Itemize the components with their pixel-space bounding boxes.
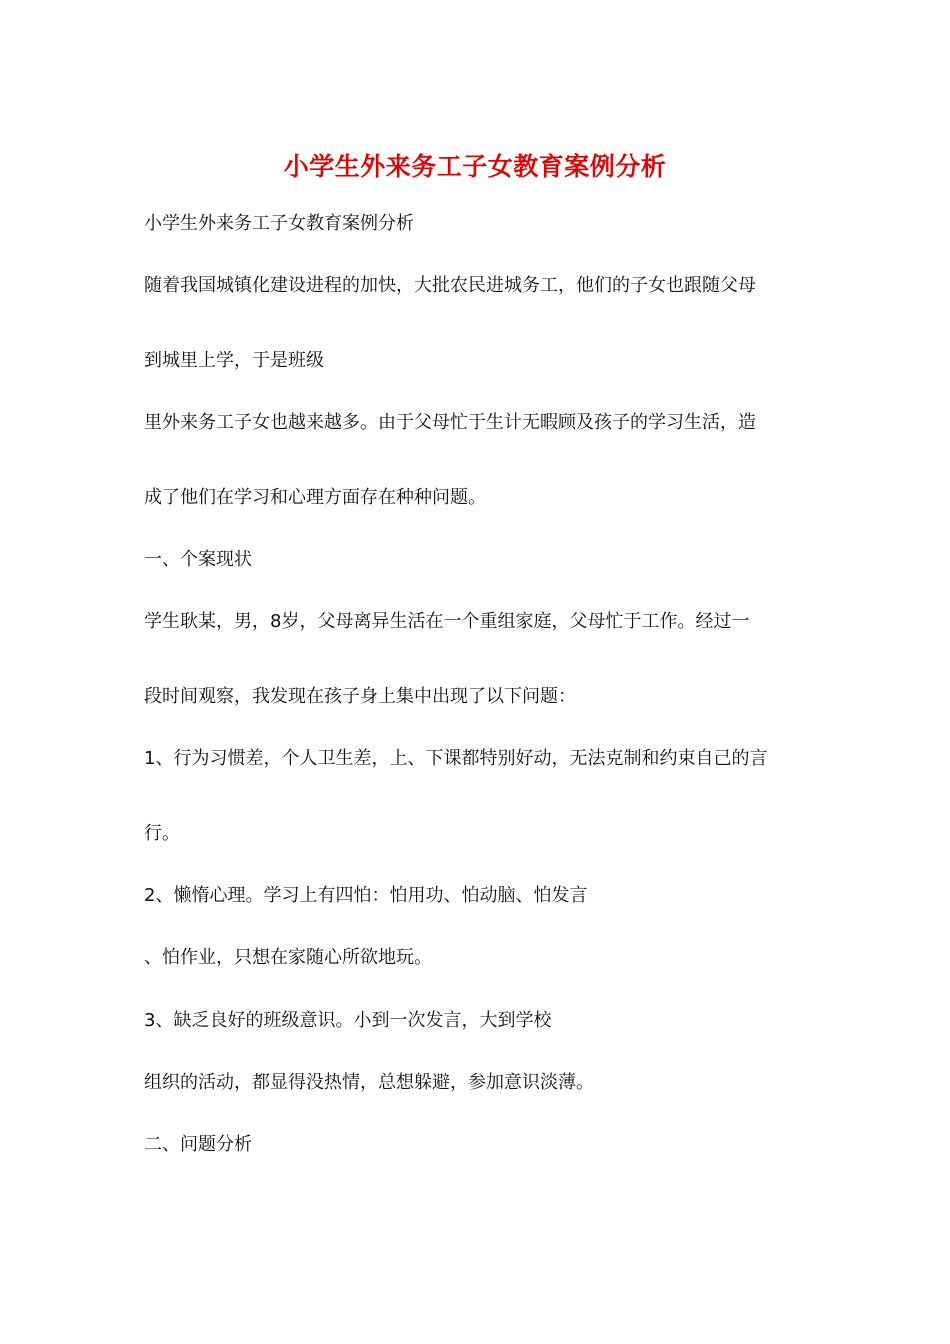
paragraph-line-7: 段时间观察，我发现在孩子身上集中出现了以下问题： (144, 686, 576, 707)
paragraph-line-1: 随着我国城镇化建设进程的加快，大批农民进城务工，他们的子女也跟随父母 (144, 275, 756, 296)
list-item-1-line-1: 1、行为习惯差，个人卫生差，上、下课都特别好动，无法克制和约束自己的言 (144, 748, 768, 769)
list-item-2-line-2: 、怕作业，只想在家随心所欲地玩。 (144, 947, 432, 968)
document-title: 小学生外来务工子女教育案例分析 (283, 152, 667, 181)
paragraph-line-4: 成了他们在学习和心理方面存在种种问题。 (144, 487, 486, 508)
section-heading-2: 二、问题分析 (144, 1134, 252, 1155)
paragraph-line-2: 到城里上学，于是班级 (144, 350, 324, 371)
list-item-2-line-1: 2、懒惰心理。学习上有四怕：怕用功、怕动脑、怕发言 (144, 885, 588, 906)
section-heading-1: 一、个案现状 (144, 549, 252, 570)
paragraph-line-6: 学生耿某，男，8岁，父母离异生活在一个重组家庭，父母忙于工作。经过一 (144, 611, 750, 632)
subtitle-line: 小学生外来务工子女教育案例分析 (144, 213, 414, 234)
list-item-3-line-1: 3、缺乏良好的班级意识。小到一次发言，大到学校 (144, 1010, 552, 1031)
paragraph-line-3: 里外来务工子女也越来越多。由于父母忙于生计无暇顾及孩子的学习生活，造 (144, 412, 756, 433)
list-item-3-line-2: 组织的活动，都显得没热情，总想躲避，参加意识淡薄。 (144, 1072, 594, 1093)
list-item-1-line-2: 行。 (144, 823, 180, 844)
